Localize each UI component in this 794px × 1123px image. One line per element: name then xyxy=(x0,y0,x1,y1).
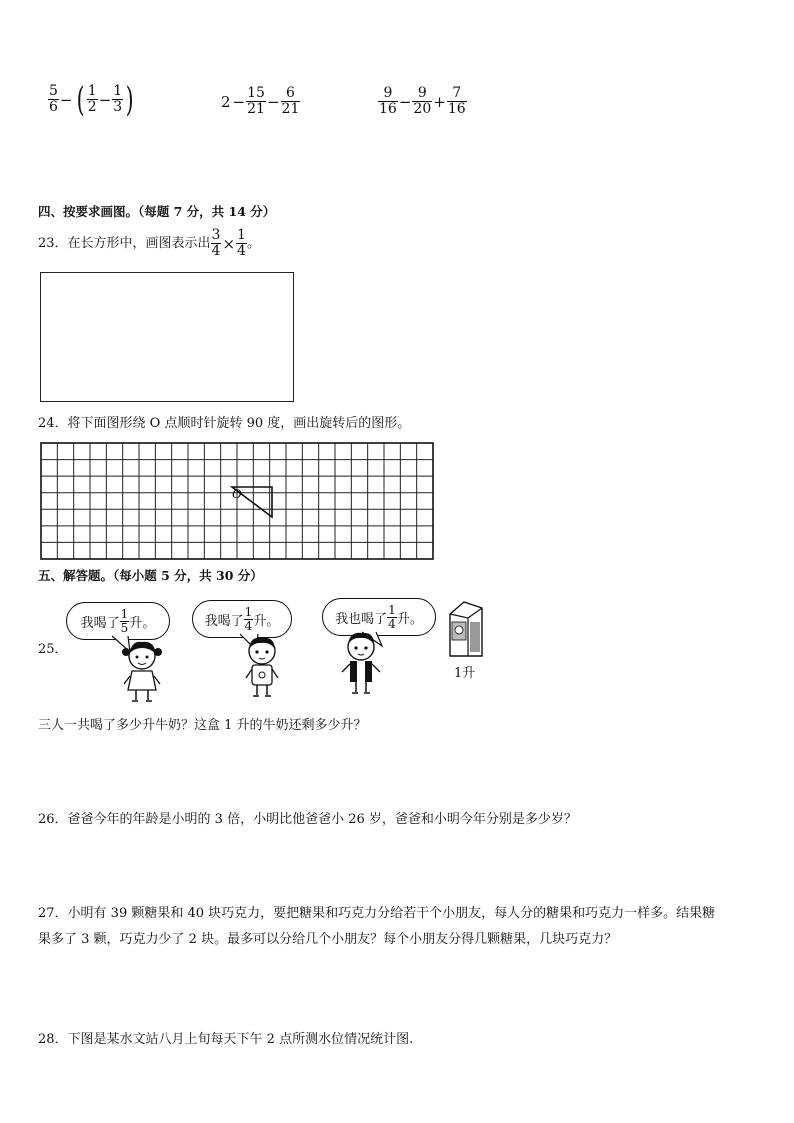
fraction: $\frac{9}{20}$ xyxy=(413,85,432,117)
question-25-number: 25． xyxy=(38,642,68,657)
point-o-label: O xyxy=(232,486,242,501)
question-28-text: 28．下图是某水文站八月上旬每天下午 2 点所测水位情况统计图. xyxy=(38,1032,414,1047)
question-24-text: 24．将下面图形绕 O 点顺时针旋转 90 度，画出旋转后的图形。 xyxy=(38,416,411,431)
minus-sign: − xyxy=(232,92,246,111)
fraction: $\frac{9}{16}$ xyxy=(379,85,397,117)
fraction: $\frac{6}{21}$ xyxy=(281,85,300,117)
girl-illustration xyxy=(116,638,168,704)
speech-bubble-1: 我喝了 $\frac{1}{5}$ 升。 xyxy=(66,602,170,640)
drawing-rectangle[interactable] xyxy=(40,272,294,402)
fraction: $\frac{15}{21}$ xyxy=(247,85,265,117)
expression-1 xyxy=(48,79,136,120)
fraction: $\frac{3}{4}$ xyxy=(211,227,221,259)
whole-number: 2 xyxy=(221,92,231,111)
section-5-title: 五、解答题。（每小题 5 分，共 30 分） xyxy=(38,568,263,583)
question-23 xyxy=(38,228,260,259)
times-sign: × xyxy=(222,234,236,253)
fraction: $\frac{7}{16}$ xyxy=(447,85,466,117)
fraction: $\frac{5}{6}$ xyxy=(49,83,58,115)
plus-sign: + xyxy=(433,92,446,111)
expression-2 xyxy=(220,86,300,117)
fraction: $\frac{1}{3}$ xyxy=(113,83,123,115)
boy-illustration xyxy=(338,630,384,698)
minus-sign: − xyxy=(266,92,280,111)
question-27-line-1: 27．小明有 39 颗糖果和 40 块巧克力，要把糖果和巧克力分给若干个小朋友，每人分的糖果和巧克力一样多。结果糖 xyxy=(38,906,716,921)
speech-bubble-3: 我也喝了 $\frac{1}{4}$ 升。 xyxy=(322,598,436,636)
minus-sign: − xyxy=(59,90,73,109)
speech-bubble-2: 我喝了 $\frac{1}{4}$ 升。 xyxy=(192,600,292,638)
right-paren: ) xyxy=(125,79,134,120)
section-4-title: 四、按要求画图。（每题 7 分，共 14 分） xyxy=(38,204,276,219)
question-27-text xyxy=(38,904,768,950)
expression-3 xyxy=(378,86,467,117)
fraction: $\frac{1}{4}$ xyxy=(237,227,246,259)
question-23-text: 23．在长方形中，画图表示出 xyxy=(38,235,211,251)
minus-sign: − xyxy=(398,92,412,111)
carton-label: 1升 xyxy=(454,666,476,681)
question-27-line-2: 果多了 3 颗，巧克力少了 2 块。最多可以分给几个小朋友？每个小朋友分得几颗糖果，几块巧克力？ xyxy=(38,932,618,947)
rotation-grid[interactable] xyxy=(40,442,434,560)
fraction: $\frac{1}{2}$ xyxy=(87,83,97,115)
boy-illustration xyxy=(240,634,284,700)
milk-carton-icon xyxy=(444,600,488,660)
question-25-text: 三人一共喝了多少升牛奶？这盒 1 升的牛奶还剩多少升？ xyxy=(38,718,367,733)
minus-sign: − xyxy=(98,90,112,109)
period: 。 xyxy=(246,235,260,251)
question-26-text: 26．爸爸今年的年龄是小明的 3 倍，小明比他爸爸小 26 岁，爸爸和小明今年分别是多少岁？ xyxy=(38,812,577,827)
left-paren: ( xyxy=(76,79,85,120)
